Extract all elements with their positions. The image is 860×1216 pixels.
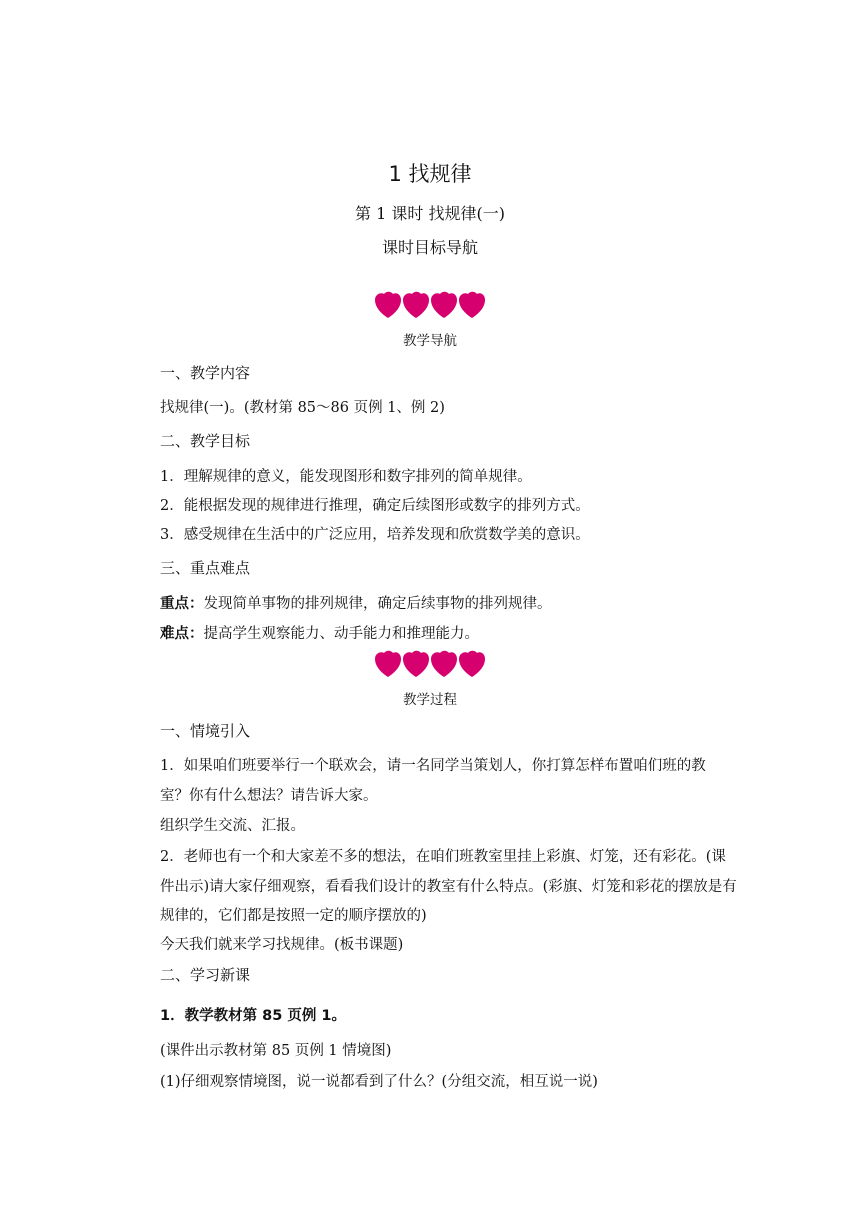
difficult-text: 提高学生观察能力、动手能力和推理能力。 [203,626,479,642]
paragraph: (课件出示教材第 85 页例 1 情境图) [160,1043,392,1059]
page-subtitle: 课时目标导航 [381,238,478,257]
flower-divider-2 [0,650,860,678]
unit-title: 1 找规律 [388,162,472,186]
key-point [160,592,552,613]
paragraph: 找规律(一)。(教材第 85～86 页例 1、例 2) [160,400,445,416]
example-title: 1．教学教材第 85 页例 1。 [160,1008,346,1024]
flower-divider-1 [0,291,860,319]
paragraph-line: 件出示)请大家仔细观察，看看我们设计的教室有什么特点。(彩旗、灯笼和彩花的摆放是有 [160,879,737,895]
paragraph: (1)仔细观察情境图，说一说都看到了什么？(分组交流，相互说一说) [160,1074,598,1090]
paragraph-line: 2．老师也有一个和大家差不多的想法，在咱们班教室里挂上彩旗、灯笼，还有彩花。(课 [160,849,726,865]
paragraph: 组织学生交流、汇报。 [160,818,305,834]
difficult-point [160,622,479,643]
petal-row-icon [374,291,486,319]
difficult-label: 难点： [160,626,204,642]
goal-item: 3．感受规律在生活中的广泛应用，培养发现和欣赏数学美的意识。 [160,527,590,543]
paragraph-line: 1．如果咱们班要举行一个联欢会，请一名同学当策划人，你打算怎样布置咱们班的教 [160,758,706,774]
section-title: 三、重点难点 [160,559,251,577]
section-title: 二、教学目标 [160,432,251,450]
key-text: 发现简单事物的排列规律，确定后续事物的排列规律。 [203,596,552,612]
goal-item: 1．理解规律的意义，能发现图形和数字排列的简单规律。 [160,469,532,485]
process-heading: 教学过程 [403,692,457,708]
nav-heading: 教学导航 [403,333,457,349]
lesson-title: 第 1 课时 找规律(一) [355,204,505,223]
section-title: 一、教学内容 [160,364,251,382]
goal-item: 2．能根据发现的规律进行推理，确定后续图形或数字的排列方式。 [160,498,590,514]
section-title: 二、学习新课 [160,966,251,984]
section-title: 一、情境引入 [160,722,251,740]
petal-row-icon [374,650,486,678]
paragraph-line: 室？你有什么想法？请告诉大家。 [160,788,378,804]
paragraph-line: 规律的，它们都是按照一定的顺序摆放的) [160,908,427,924]
key-label: 重点： [160,596,204,612]
paragraph: 今天我们就来学习找规律。(板书课题) [160,937,404,953]
